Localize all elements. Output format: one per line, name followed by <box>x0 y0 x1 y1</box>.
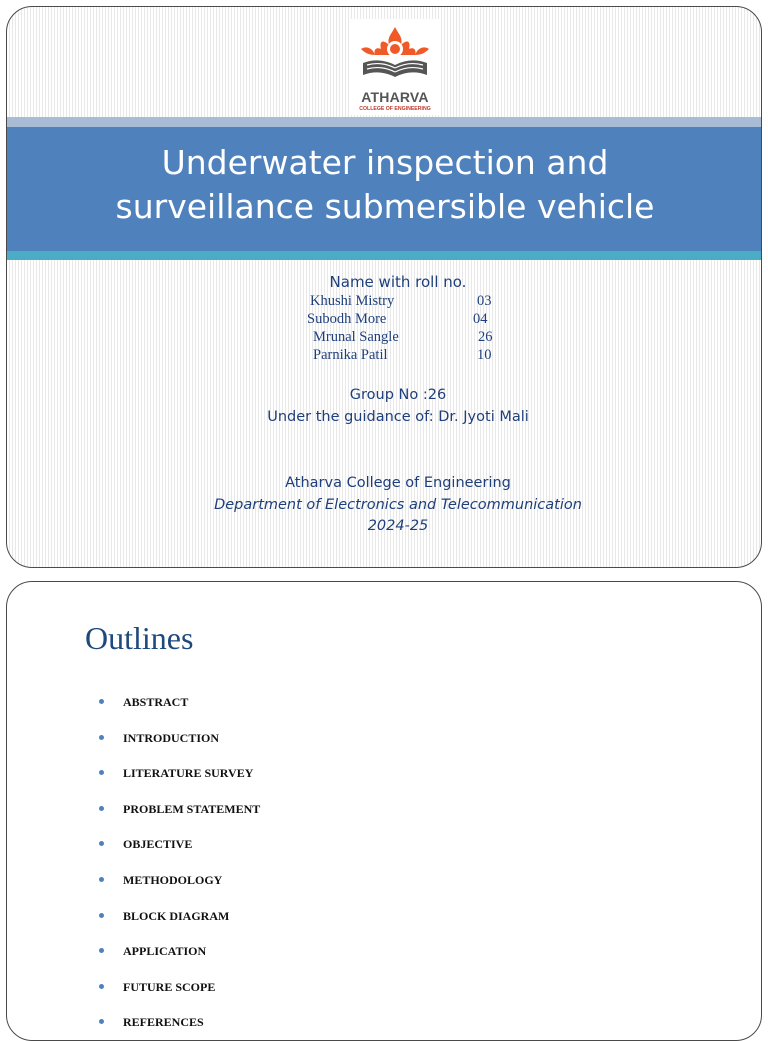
outline-title: Outlines <box>85 620 194 656</box>
academic-year: 2024-25 <box>367 518 429 534</box>
outline-item-label: INTRODUCTION <box>123 730 220 745</box>
logo-subtitle: COLLEGE OF ENGINEERING <box>359 106 431 112</box>
roll-heading: Name with roll no. <box>329 273 467 291</box>
group-number: Group No :26 <box>349 387 447 403</box>
bullet-icon <box>99 735 104 740</box>
title-line-2: surveillance submersible vehicle <box>115 187 655 226</box>
outline-item <box>95 836 260 872</box>
outline-item-label: LITERATURE SURVEY <box>123 766 254 781</box>
presentation-title <box>7 141 762 229</box>
bullet-icon <box>99 877 104 882</box>
member-roll: 03 <box>477 293 492 309</box>
outline-item-label: PROBLEM STATEMENT <box>123 801 261 816</box>
member-roll: 26 <box>478 329 493 345</box>
member-name: Mrunal Sangle <box>313 329 399 345</box>
bullet-icon <box>99 806 104 811</box>
outline-item <box>95 979 260 1015</box>
outline-slide <box>6 581 762 1041</box>
member-name: Khushi Mistry <box>310 293 395 309</box>
outline-item <box>95 943 260 979</box>
department: Department of Electronics and Telecommunication <box>214 497 582 513</box>
logo-name: ATHARVA <box>361 89 429 105</box>
outline-item-label: APPLICATION <box>123 944 207 959</box>
college-name: Atharva College of Engineering <box>285 475 511 491</box>
bullet-icon <box>99 984 104 989</box>
bullet-icon <box>99 699 104 704</box>
outline-item <box>95 730 260 766</box>
outline-item-label: BLOCK DIAGRAM <box>123 908 230 923</box>
bullet-icon <box>99 948 104 953</box>
outline-item <box>95 908 260 944</box>
title-slide <box>6 6 762 568</box>
outline-item-label: OBJECTIVE <box>123 837 193 852</box>
college-logo <box>351 19 439 115</box>
outline-item-label: METHODOLOGY <box>123 872 223 887</box>
title-band-top <box>7 117 762 127</box>
member-roll: 04 <box>473 311 488 327</box>
outline-item <box>95 1014 260 1041</box>
member-roll: 10 <box>477 347 492 363</box>
member-name: Parnika Patil <box>313 347 388 363</box>
logo-emblem-icon <box>351 19 439 89</box>
bullet-icon <box>99 770 104 775</box>
outline-item-label: ABSTRACT <box>123 695 189 709</box>
bullet-icon <box>99 913 104 918</box>
outline-item <box>95 801 260 837</box>
title-band-bottom <box>7 251 762 260</box>
member-name: Subodh More <box>307 311 387 327</box>
outline-item <box>95 872 260 908</box>
outline-item-label: REFERENCES <box>123 1015 204 1030</box>
title-line-1: Underwater inspection and <box>161 143 609 182</box>
guidance: Under the guidance of: Dr. Jyoti Mali <box>267 409 529 425</box>
outline-item-label: FUTURE SCOPE <box>123 979 216 994</box>
outline-item <box>95 694 260 730</box>
bullet-icon <box>99 841 104 846</box>
outline-list <box>95 694 260 1041</box>
outline-item <box>95 765 260 801</box>
